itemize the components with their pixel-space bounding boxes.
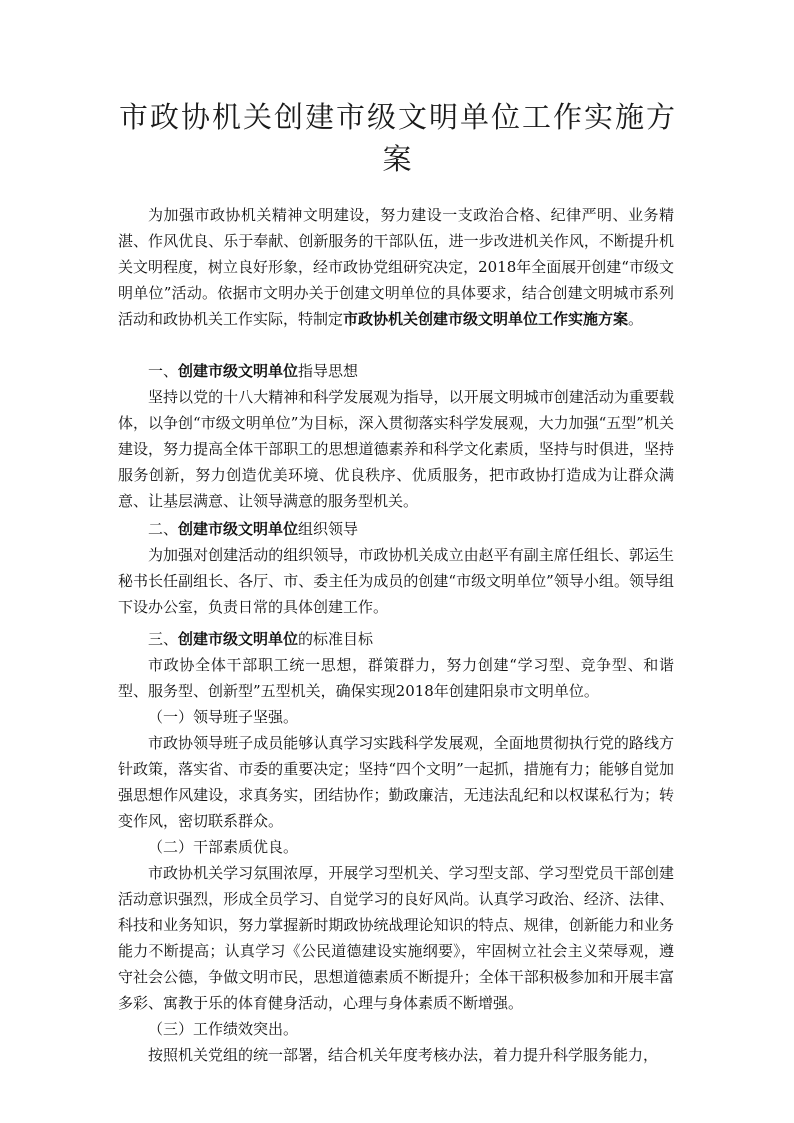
- intro-text: 为加强市政协机关精神文明建设，努力建设一支政治合格、纪律严明、业务精湛、作风优良、乐于奉献、创新服务的干部队伍，进一步改进机关作风，不断提升机关文明程度，树立良好形象，经市政协党组研究决定，2018年全面展开创建“市级文明单位”活动。依据市文明办关于创建文明单位的具体要求，结合创建文明城市系列活动和政协机关工作实际，特制定: [118, 206, 674, 328]
- section-2-bold: 创建市级文明单位: [178, 520, 299, 538]
- section-3-heading: [118, 626, 674, 652]
- subsection-2-title: （二）干部素质优良。: [148, 838, 299, 856]
- subsection-3-body: 按照机关党组的统一部署，结合机关年度考核办法，着力提升科学服务能力，: [148, 1046, 659, 1064]
- section-1-prefix: 一、: [148, 362, 179, 380]
- section-2-heading: [118, 516, 674, 542]
- section-1-body: 坚持以党的十八大精神和科学发展观为指导，以开展文明城市创建活动为重要载体，以争创“市级文明单位”为目标，深入贯彻落实科学发展观，大力加强“五型”机关建设，努力提高全体干部职工的思想道德素养和科学文化素质，坚持与时俱进，坚持服务创新，努力创造优美环境、优良秩序、优质服务，把市政协打造成为让群众满意、让基层满意、让领导满意的服务型机关。: [118, 388, 674, 510]
- section-3-suffix: 的标准目标: [298, 630, 374, 648]
- document-title: 市政协机关创建市级文明单位工作实施方案: [118, 100, 677, 176]
- subsection-2-body: 市政协机关学习氛围浓厚，开展学习型机关、学习型支部、学习型党员干部创建活动意识强烈，形成全员学习、自觉学习的良好风尚。认真学习政治、经济、法律、科技和业务知识，努力掌握新时期政协统战理论知识的特点、规律，创新能力和业务能力不断提高；认真学习《公民道德建设实施纲要》，牢固树立社会主义荣辱观，遵守社会公德，争做文明市民，思想道德素质不断提升；全体干部积极参加和开展丰富多彩、寓教于乐的体育健身活动，心理与身体素质不断增强。: [118, 864, 674, 1012]
- subsection-1-body: 市政协领导班子成员能够认真学习实践科学发展观，全面地贯彻执行党的路线方针政策，落实省、市委的重要决定；坚持“四个文明”一起抓，措施有力；能够自觉加强思想作风建设，求真务实，团结协作；勤政廉洁，无违法乱纪和以权谋私行为；转变作风，密切联系群众。: [118, 734, 674, 830]
- section-3-body: 市政协全体干部职工统一思想，群策群力，努力创建“学习型、竞争型、和谐型、服务型、创新型”五型机关，确保实现2018年创建阳泉市文明单位。: [118, 656, 674, 700]
- section-3: [118, 626, 674, 1068]
- intro-end: 。: [628, 310, 644, 328]
- subsection-3-title: （三）工作绩效突出。: [148, 1020, 299, 1038]
- section-2-suffix: 组织领导: [298, 520, 359, 538]
- intro-paragraph: [118, 202, 674, 332]
- section-1-suffix: 指导思想: [298, 362, 359, 380]
- intro-bold-text: 市政协机关创建市级文明单位工作实施方案: [343, 310, 629, 328]
- section-2-body: 为加强对创建活动的组织领导，市政协机关成立由赵平有副主席任组长、郭运生秘书长任副组长、各厅、市、委主任为成员的创建“市级文明单位”领导小组。领导组下设办公室，负责日常的具体创建工作。: [118, 546, 674, 616]
- section-1-heading: [118, 358, 674, 384]
- section-3-bold: 创建市级文明单位: [178, 630, 299, 648]
- section-2-prefix: 二、: [148, 520, 179, 538]
- subsection-1-title: （一）领导班子坚强。: [148, 708, 299, 726]
- section-3-prefix: 三、: [148, 630, 179, 648]
- section-2: [118, 516, 674, 620]
- section-1-bold: 创建市级文明单位: [178, 362, 299, 380]
- section-1: [118, 358, 674, 514]
